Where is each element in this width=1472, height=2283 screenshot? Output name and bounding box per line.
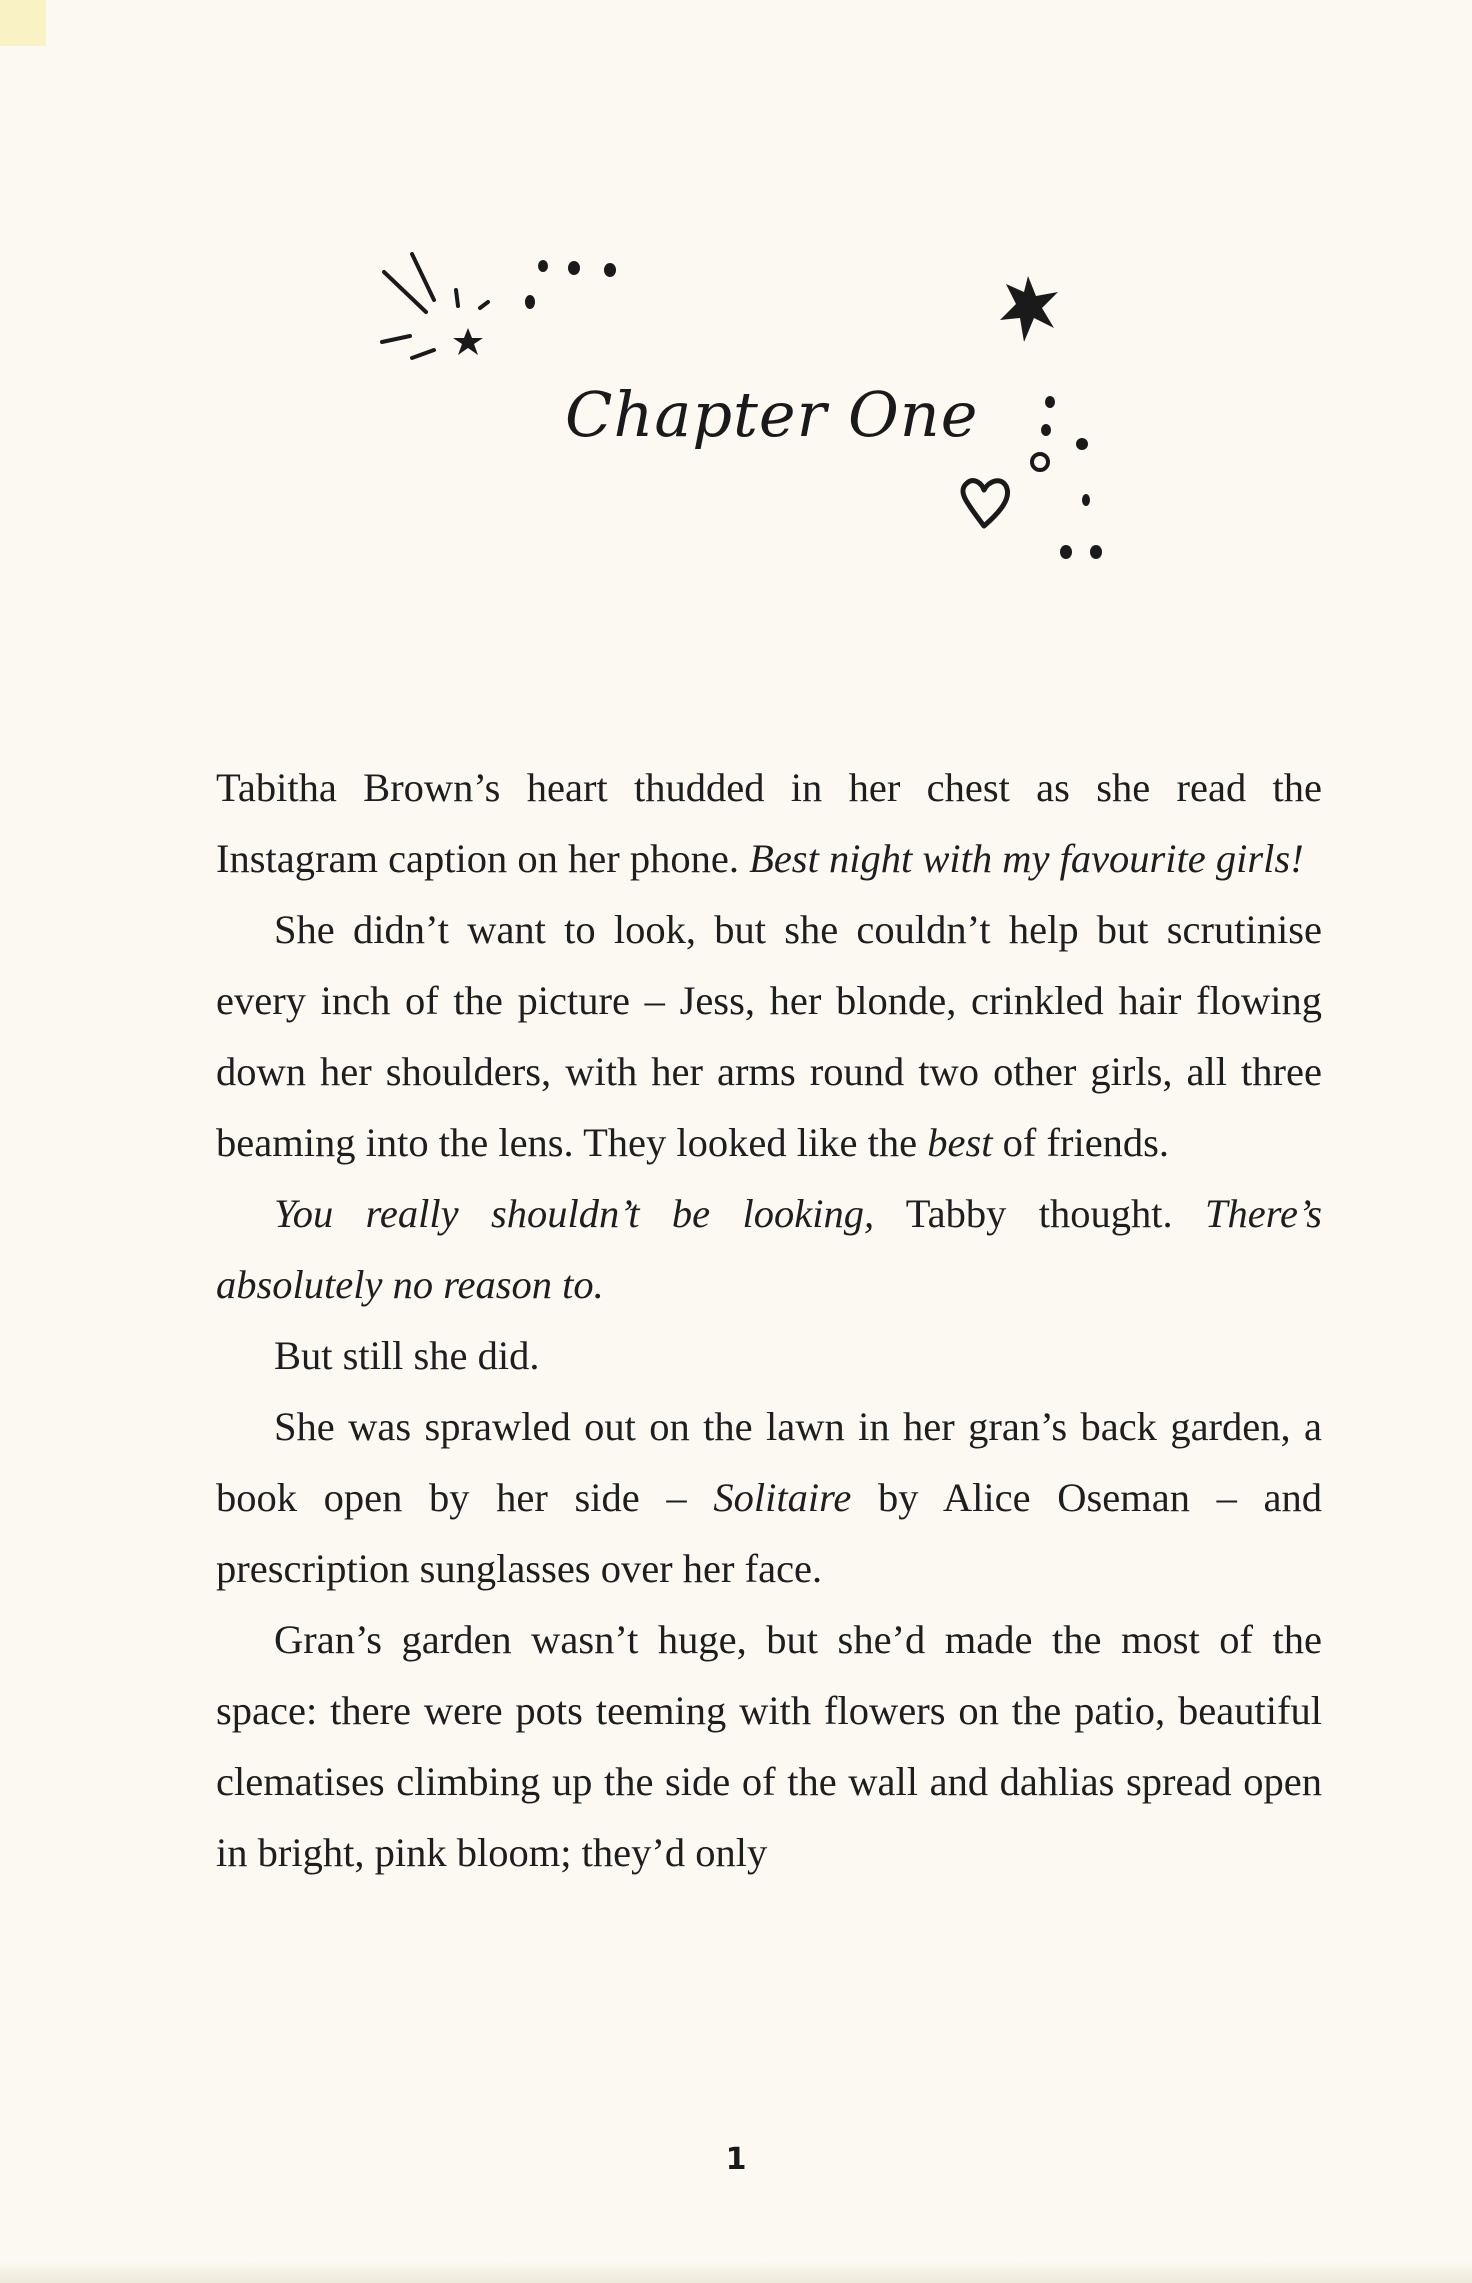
star-icon — [453, 328, 483, 355]
heart-icon — [963, 481, 1008, 526]
chapter-body — [216, 752, 1322, 1888]
page-bottom-edge — [0, 2261, 1472, 2283]
italic-text: Solitaire — [713, 1475, 852, 1520]
page-number: 1 — [725, 2142, 747, 2177]
paragraph — [216, 1391, 1322, 1604]
star-icon — [1000, 276, 1058, 342]
paragraph — [216, 1178, 1322, 1320]
italic-text: Best night with my favourite girls! — [749, 836, 1304, 881]
dots-icon — [525, 260, 616, 309]
paragraph-text: Gran’s garden wasn’t huge, but she’d made the most of the space: there were pots teeming with flowers on the patio, beautiful clematises climbing up the side of the wall and dahlias spread open in bright, pink bloom; they’d only — [216, 1617, 1322, 1875]
paragraph-text: She was sprawled out on the lawn in her gran’s back garden, a book open by her side – — [216, 1404, 1322, 1520]
paragraph — [216, 1604, 1322, 1888]
paragraph — [216, 894, 1322, 1178]
italic-text: best — [927, 1120, 993, 1165]
paragraph-text: Tabitha Brown’s heart thudded in her chest as she read the Instagram caption on her phone. — [216, 765, 1322, 881]
page-corner-mark — [0, 0, 46, 46]
paragraph-text: Tabby thought. — [874, 1191, 1205, 1236]
chapter-header — [360, 230, 1140, 590]
paragraph — [216, 1320, 1322, 1391]
italic-text: You really shouldn’t be looking, — [274, 1191, 875, 1236]
paragraph-text: of friends. — [992, 1120, 1170, 1165]
dots-icon — [1032, 396, 1102, 559]
paragraph-text: But still she did. — [274, 1333, 540, 1378]
chapter-title: Chapter One — [565, 378, 979, 451]
italic-text: There’s absolutely no reason to. — [216, 1191, 1322, 1307]
paragraph-text: She didn’t want to look, but she couldn’t help but scrutinise every inch of the picture – Jess, her blonde, crinkled hair flowing down her shoulders, with her arms round two other girls, all three beaming into the lens. They looked like the — [216, 907, 1322, 1165]
paragraph — [216, 752, 1322, 894]
paragraph-text: by Alice Oseman – and prescription sunglasses over her face. — [216, 1475, 1322, 1591]
